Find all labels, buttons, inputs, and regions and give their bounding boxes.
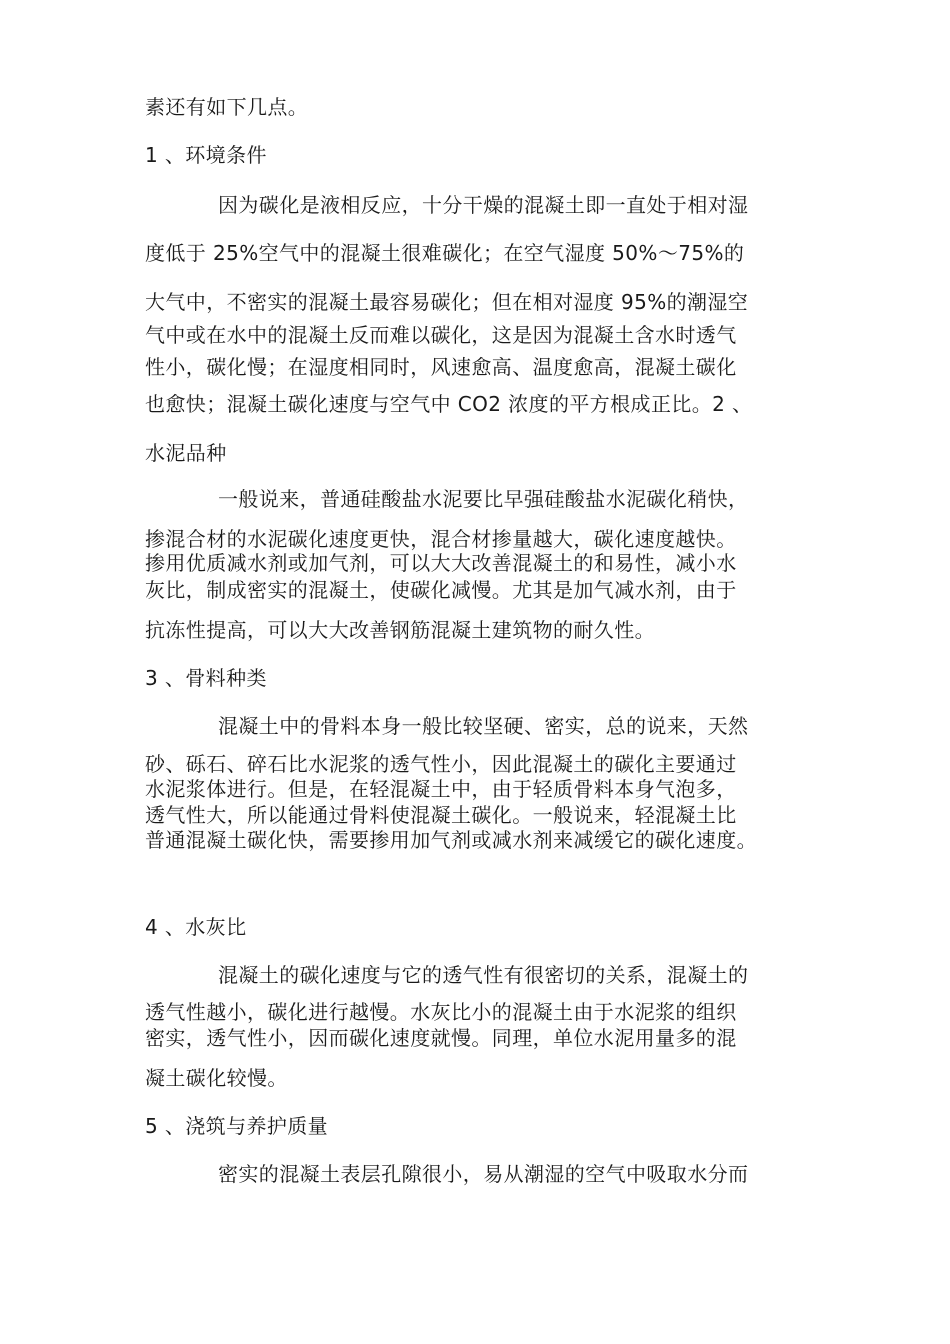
paragraph-line: 度低于 25%空气中的混凝土很难碳化；在空气湿度 50%～75%的	[145, 241, 745, 265]
paragraph-line: 凝土碳化较慢。	[145, 1066, 288, 1090]
paragraph-line: 素还有如下几点。	[145, 95, 309, 119]
paragraph-line: 混凝土中的骨料本身一般比较坚硬、密实，总的说来，天然	[218, 714, 749, 738]
paragraph-line: 掺混合材的水泥碳化速度更快，混合材掺量越大，碳化速度越快。	[145, 527, 737, 551]
paragraph-line: 透气性大，所以能通过骨料使混凝土碳化。一般说来，轻混凝土比	[145, 803, 737, 827]
paragraph-line: 一般说来，普通硅酸盐水泥要比早强硅酸盐水泥碳化稍快，	[218, 487, 749, 511]
section-heading-aggregate: 3 、骨料种类	[145, 666, 267, 690]
paragraph-line: 透气性越小，碳化进行越慢。水灰比小的混凝土由于水泥浆的组织	[145, 1000, 737, 1024]
section-heading-environment: 1 、环境条件	[145, 143, 267, 167]
paragraph-line: 大气中，不密实的混凝土最容易碳化；但在相对湿度 95%的潮湿空	[145, 290, 749, 314]
paragraph-line: 性小，碳化慢；在湿度相同时，风速愈高、温度愈高，混凝土碳化	[145, 355, 737, 379]
paragraph-line: 混凝土的碳化速度与它的透气性有很密切的关系，混凝土的	[218, 963, 749, 987]
section-heading-cement-type: 水泥品种	[145, 441, 227, 465]
section-heading-casting-curing: 5 、浇筑与养护质量	[145, 1114, 329, 1138]
paragraph-line: 也愈快；混凝土碳化速度与空气中 CO2 浓度的平方根成正比。2 、	[145, 392, 753, 416]
section-heading-water-cement-ratio: 4 、水灰比	[145, 915, 247, 939]
paragraph-line: 砂、砾石、碎石比水泥浆的透气性小，因此混凝土的碳化主要通过	[145, 752, 737, 776]
paragraph-line: 掺用优质减水剂或加气剂，可以大大改善混凝土的和易性，减小水	[145, 551, 737, 575]
paragraph-line: 水泥浆体进行。但是，在轻混凝土中，由于轻质骨料本身气泡多，	[145, 777, 737, 801]
paragraph-line: 因为碳化是液相反应，十分干燥的混凝土即一直处于相对湿	[218, 193, 749, 217]
paragraph-line: 密实，透气性小，因而碳化速度就慢。同理，单位水泥用量多的混	[145, 1026, 737, 1050]
paragraph-line: 普通混凝土碳化快，需要掺用加气剂或减水剂来减缓它的碳化速度。	[145, 828, 757, 852]
paragraph-line: 密实的混凝土表层孔隙很小，易从潮湿的空气中吸取水分而	[218, 1162, 749, 1186]
paragraph-line: 气中或在水中的混凝土反而难以碳化，这是因为混凝土含水时透气	[145, 323, 737, 347]
paragraph-line: 灰比，制成密实的混凝土，使碳化减慢。尤其是加气减水剂，由于	[145, 578, 737, 602]
paragraph-line: 抗冻性提高，可以大大改善钢筋混凝土建筑物的耐久性。	[145, 618, 655, 642]
